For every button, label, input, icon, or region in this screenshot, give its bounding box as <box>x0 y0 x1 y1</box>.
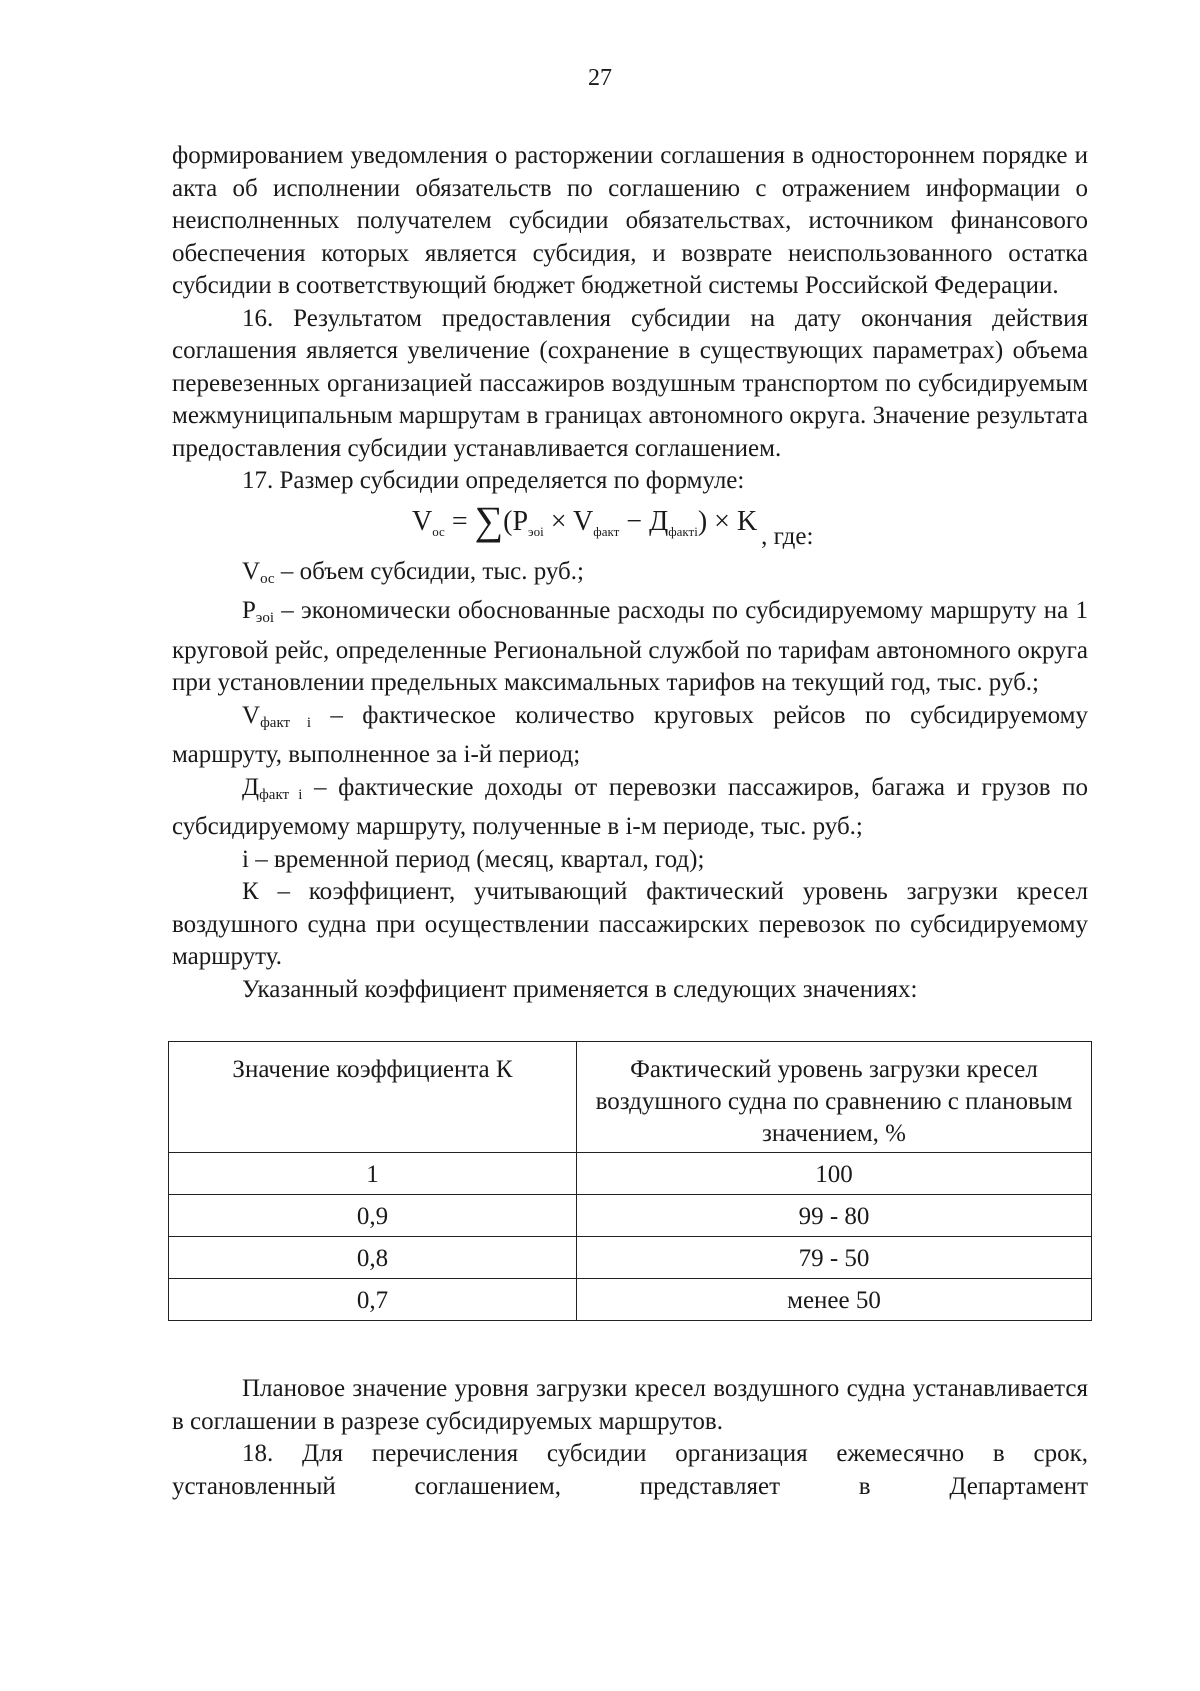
formula-v: × V <box>543 505 594 537</box>
definition-d-symbol: Д <box>242 773 260 801</box>
paragraph-continuation: формированием уведомления о расторжении соглашения в одностороннем порядке и акта об исполнении обязательств по соглашению с отражением информации о неисполненных получателем субсидии обязательствах, источником финансового обеспечения которых является субсидия, и возврате неиспользованного остатка субсидии в соответствующий бюджет бюджетной системы Российской Федерации. <box>172 142 1088 299</box>
formula-expression <box>412 497 814 554</box>
sum-symbol: ∑ <box>474 497 504 543</box>
formula-where: , где: <box>761 522 814 550</box>
table-header-coefficient: Значение коэффициента К <box>169 1042 577 1153</box>
paragraph-planned-value: Плановое значение уровня загрузки кресел воздушного судна устанавливается в соглашении в разрезе субсидируемых маршрутов. <box>172 1375 1088 1435</box>
formula-lhs-sub: ос <box>432 523 445 539</box>
definition-v-text: – фактическое количество круговых рейсов по субсидируемому маршруту, выполненное за i-й период; <box>172 701 1088 768</box>
definition-d <box>172 772 1088 844</box>
definition-d-text: – фактические доходы от перевозки пассажиров, багажа и грузов по субсидируемому маршруту, полученные в i-м периоде, тыс. руб.; <box>172 773 1088 840</box>
formula-d-sub: фактi <box>668 523 698 539</box>
paragraph-17: 17. Размер субсидии определяется по формуле: <box>242 467 745 494</box>
table-row <box>169 1279 1092 1321</box>
definition-p-symbol: Р <box>242 597 256 624</box>
definition-i: i – временной период (месяц, квартал, год); <box>242 845 705 873</box>
definition-voc-text: – объем субсидии, тыс. руб.; <box>274 557 584 585</box>
formula-p: (P <box>503 505 529 537</box>
table-row <box>169 1195 1092 1237</box>
table-header-row <box>169 1042 1092 1153</box>
table-row <box>169 1153 1092 1195</box>
paragraph-18: 18. Для перечисления субсидии организация ежемесячно в срок, установленный соглашением, представляет в Департамент <box>172 1440 1088 1500</box>
definition-p-text: – экономически обоснованные расходы по субсидируемому маршруту на 1 круговой рейс, определенные Региональной службой по тарифам автономного округа при установлении предельных максимальных тарифов на текущий год, тыс. руб.; <box>172 597 1088 696</box>
table-cell-load-level: менее 50 <box>577 1279 1092 1321</box>
formula-v-sub: факт <box>593 523 620 539</box>
coefficient-table <box>168 1041 1092 1321</box>
definition-voc-sub: ос <box>260 570 275 587</box>
formula-lhs: V <box>412 505 433 537</box>
table-cell-coefficient: 0,7 <box>169 1279 577 1321</box>
definition-p-sub: эоi <box>255 610 275 626</box>
formula-d: − Д <box>619 505 669 537</box>
subsidy-formula <box>172 497 1088 552</box>
definition-voc-symbol: V <box>242 557 261 585</box>
page-number: 27 <box>588 65 612 91</box>
table-cell-coefficient: 1 <box>169 1153 577 1195</box>
definition-v-symbol: V <box>242 701 261 729</box>
definition-d-sub: факт i <box>259 786 303 803</box>
table-cell-load-level: 99 - 80 <box>577 1195 1092 1237</box>
table-cell-load-level: 79 - 50 <box>577 1237 1092 1279</box>
formula-p-sub: эоi <box>528 523 544 539</box>
table-row <box>169 1237 1092 1279</box>
paragraph-16: 16. Результатом предоставления субсидии на дату окончания действия соглашения является увеличение (сохранение в существующих параметрах) объема перевезенных организацией пассажиров воздушным транспортом по субсидируемым межмуниципальным маршрутам в границах автономного округа. Значение результата предоставления субсидии устанавливается соглашением. <box>172 304 1088 462</box>
table-header-load-level: Фактический уровень загрузки кресел воздушного судна по сравнению с плановым значением, % <box>577 1042 1092 1153</box>
table-cell-coefficient: 0,8 <box>169 1237 577 1279</box>
definition-v <box>172 700 1088 772</box>
table-cell-load-level: 100 <box>577 1153 1092 1195</box>
table-intro: Указанный коэффициент применяется в следующих значениях: <box>242 975 918 1003</box>
definition-voc <box>172 556 1088 596</box>
definition-k: К – коэффициент, учитывающий фактический уровень загрузки кресел воздушного судна при осуществлении пассажирских перевозок по субсидируемому маршруту. <box>172 878 1088 970</box>
formula-k: ) × K <box>697 505 758 537</box>
table-cell-coefficient: 0,9 <box>169 1195 577 1237</box>
definition-p <box>172 595 1088 700</box>
formula-equals: = <box>444 505 475 537</box>
document-body <box>172 140 1088 1503</box>
definition-v-sub: факт i <box>260 714 312 731</box>
